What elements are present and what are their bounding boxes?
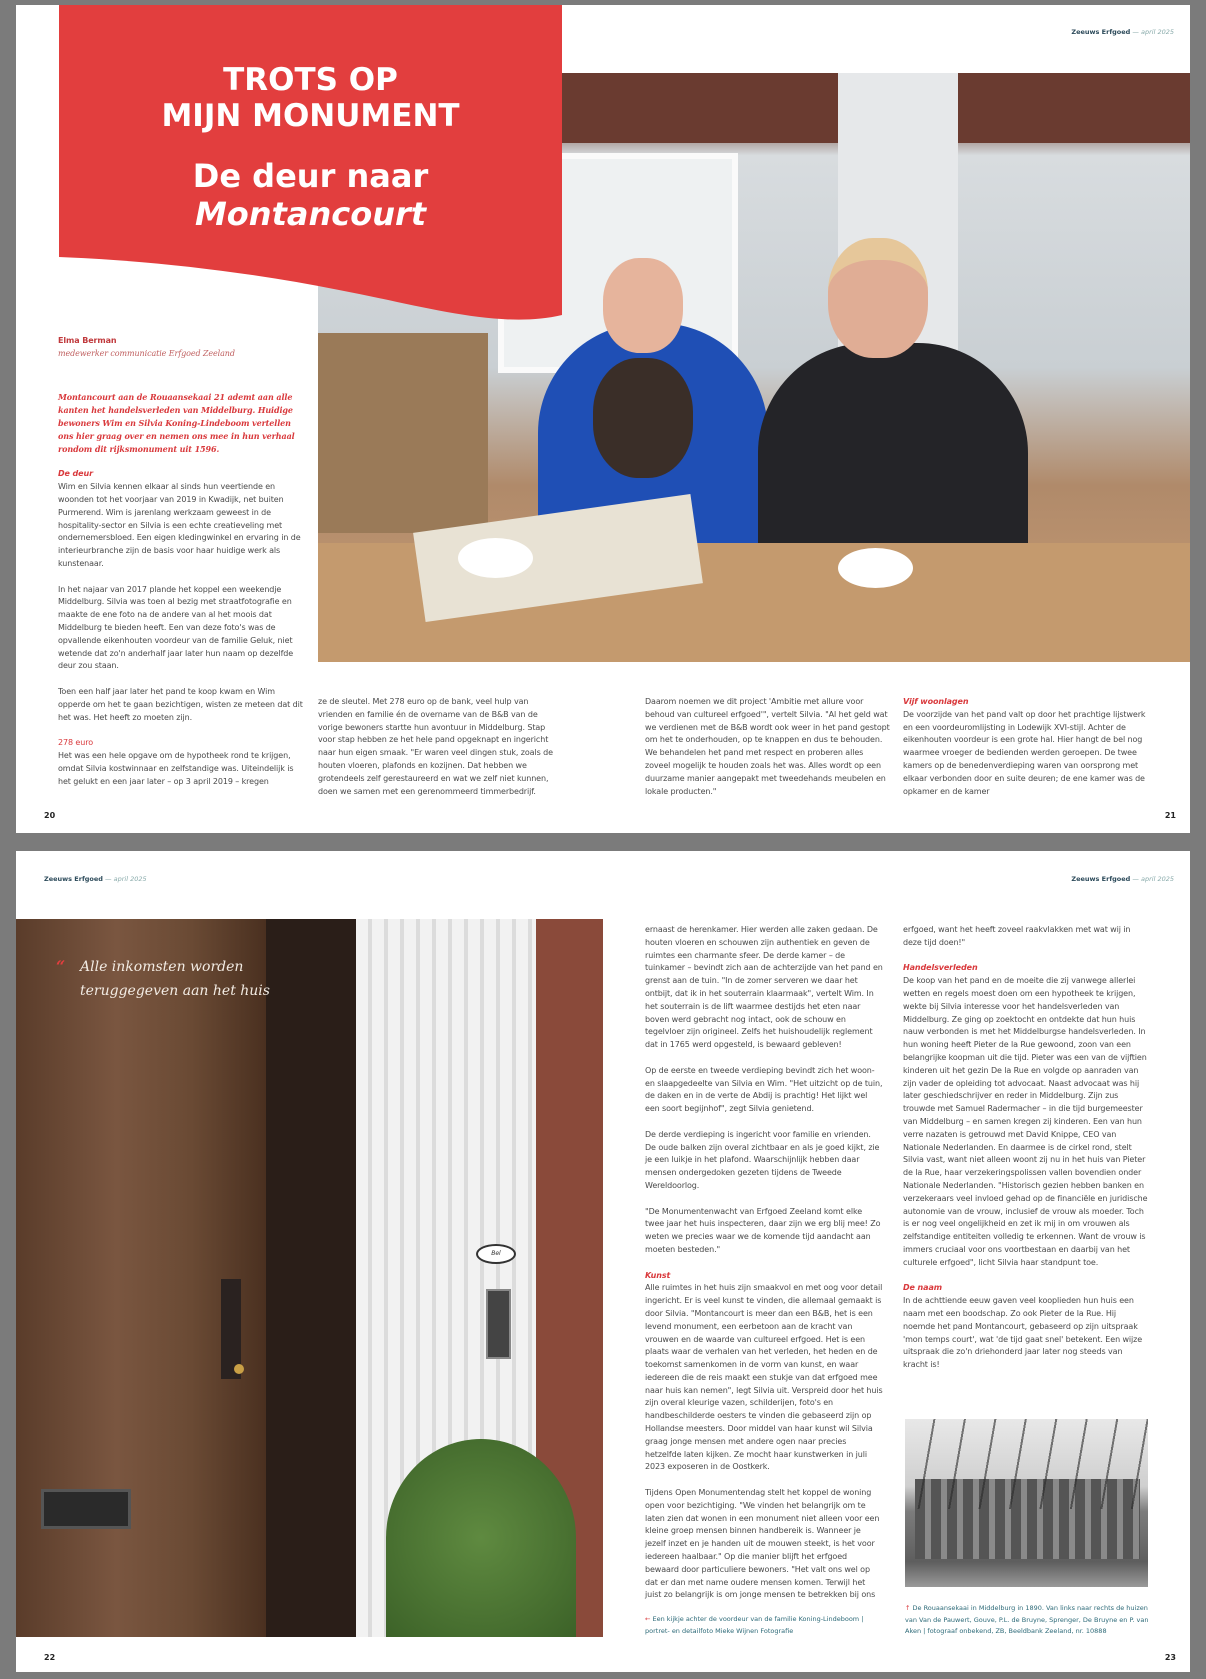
spread-pages-20-21: [16, 5, 1190, 833]
paragraph: De voorzijde van het pand valt op door het prachtige lijstwerk en een voordeuromlijsting in Lodewijk XVI-stijl. Achter de eikenhouten voordeur is een grote hal. Hier hangt de bel nog waarmee vroeger de bedienden werden geroepen. De twee kamers op de benedenverdieping waren van oorsprong met elkaar verbonden door en suite deuren; de ene kamer was de opkamer en de kamer: [903, 709, 1146, 796]
photo-caption: ← Een kijkje achter de voordeur van de familie Koning-Lindeboom | portret- en detailfoto Mieke Wijnen Fotografie: [645, 1615, 864, 1635]
article-kicker: TROTS OP MIJN MONUMENT: [161, 62, 460, 134]
article-title: De deur naar Montancourt: [192, 157, 429, 233]
paragraph: erfgoed, want het heeft zoveel raakvlakken met wat wij in deze tijd doen!": [903, 925, 1131, 947]
lead-paragraph: Montancourt aan de Rouaansekaai 21 ademt aan alle kanten het handelsverleden van Middelburg. Huidige bewoners Wim en Silvia Koning-Lindeboom vertellen ons hier graag over en nemen ons mee in hun verhaal rondom dit rijksmonument uit 1596.: [58, 391, 295, 454]
paragraph: ernaast de herenkamer. Hier werden alle zaken gedaan. De houten vloeren en schouwen zijn authentiek en geven de ruimtes een charmante sfeer. De derde kamer – de tuinkamer – bevindt zich aan de achterzijde van het pand en grenst aan de tuin. "In de zomer serveren we daar het ontbijt, dat ik in het souterrain klaarmaak", vertelt Wim. In het souterrain is de lift waarmee destijds het eten naar boven werd gebracht nog intact, ook de schouw en tegelvloer zijn origineel. Zelfs het huishoudelijk reglement dat in 1765 werd opgesteld, is bewaard gebleven!: [645, 925, 883, 1050]
column-1: [58, 335, 303, 801]
subheading-vijf-woonlagen: Vijf woonlagen: [903, 697, 969, 706]
paragraph: ze de sleutel. Met 278 euro op de bank, veel hulp van vrienden en familie én de overname van de B&B van de vorige bewoners startte hun avontuur in Middelburg. Stap voor stap hebben ze het hele pand opgeknapt en ingericht naar hun eigen smaak. "Er waren veel dingen stuk, zoals de houten vloeren, plafonds en kozijnen. Dat hebben we grotendeels zelf gerestaureerd en wat we zelf niet kunnen, doen we samen met een gerenommeerd timmerbedrijf.: [318, 697, 553, 796]
page-number: 23: [1164, 1653, 1176, 1662]
paragraph: Het was een hele opgave om de hypotheek rond te krijgen, omdat Silvia kostwinnaar en zelfstandige was. Uiteindelijk is het gelukt en een jaar later – op 3 april 2019 – kregen: [58, 750, 294, 786]
subheading-kunst: Kunst: [645, 1270, 671, 1280]
pull-quote: “ Alle inkomsten worden teruggegeven aan het huis: [56, 957, 270, 999]
issue-date: april 2025: [1140, 28, 1174, 36]
paragraph: Alle ruimtes in het huis zijn smaakvol en met oog voor detail ingericht. Er is veel kunst te vinden, die allemaal gemaakt is door Silvia. "Montancourt is meer dan een B&B, het is een levend monument, een eerbetoon aan de kracht van vrouwen en de waarde van cultureel erfgoed. Het is een plaats waar de verhalen van het verleden, het heden en de toekomst samenkomen in de vorm van kunst, en waar iedereen die de reis maakt een stukje van dat erfgoed mee naar huis kan nemen", legt Silvia uit. Verspreid door het huis zijn overal kleurige vazen, schilderijen, foto's en handbeschilderde oesters te vinden die gebaseerd zijn op Hollandse meesters. Door middel van haar kunst wil Silvia graag jonge mensen met andere ogen naar precies hetzelfde laten kijken. Ze mocht haar kunstwerken in juli 2023 exposeren in de Oostkerk.: [645, 1283, 883, 1472]
column-1: [645, 924, 883, 1615]
running-header: Zeeuws Erfgoed — april 2025: [1071, 28, 1174, 36]
author-role: medewerker communicatie Erfgoed Zeeland: [58, 348, 235, 358]
paragraph: In het najaar van 2017 plande het koppel een weekendje Middelburg. Silvia was toen al bezig met straatfotografie en maakte de ene foto na de andere van al het moois dat Middelburg te bieden heeft. Een van deze foto's was de opvallende eikenhouten voordeur van de familie Geluk, niet wetende dat zo'n anderhalf jaar later hun naam op dezelfde deur zou staan.: [58, 584, 294, 671]
column-4: [903, 696, 1148, 811]
running-header: Zeeuws Erfgoed — april 2025: [1071, 875, 1174, 883]
page-number: 20: [44, 811, 56, 820]
issue-date: april 2025: [1140, 875, 1174, 883]
spread-pages-22-23: [16, 851, 1190, 1672]
paragraph: Tijdens Open Monumentendag stelt het koppel de woning open voor bezichtiging. "We vinden het belangrijk om te laten zien dat wonen in een monument niet alleen voor een kleine groep mensen binnen handbereik is. Wanneer je jezelf inzet en je handen uit de mouwen steekt, is het voor iedereen haalbaar." Op die manier blijft het erfgoed bewaard door particuliere bewoners. "Het valt ons wel op dat er dan met name oudere mensen komen. Terwijl het juist zo belangrijk is om jonge mensen te betrekken bij ons: [645, 1488, 880, 1600]
subheading-278-euro: 278 euro: [58, 738, 94, 748]
door-bell-plate: Bel: [476, 1244, 516, 1264]
subheading-de-naam: De naam: [903, 1283, 942, 1293]
paragraph: Op de eerste en tweede verdieping bevindt zich het woon- en slaapgedeelte van Silvia en Wim. "Het uitzicht op de tuin, de daken en in de verte de Abdij is prachtig! Het lijkt wel een soort begijnhof", zegt Silvia genietend.: [645, 1065, 883, 1114]
author-name: Elma Berman: [58, 336, 117, 345]
subheading-handelsverleden: Handelsverleden: [903, 963, 978, 973]
paragraph: De derde verdieping is ingericht voor familie en vrienden. De oude balken zijn overal zichtbaar en als je goed kijkt, zie je een luikje in het plafond. Waarschijnlijk hebben daar mensen ondergedoken gezeten tijdens de Tweede Wereldoorlog.: [645, 1129, 880, 1190]
paragraph: In de achttiende eeuw gaven veel kooplieden hun huis een naam met een boodschap. Zo ook Pieter de la Rue. Hij noemde het pand Montancourt, gebaseerd op zijn uitspraak 'mon temps court', wat 'de tijd gaat snel' betekent. Een wijze uitspraak die zo'n driehonderd jaar later nog steeds van kracht is!: [903, 1296, 1143, 1370]
paragraph: Daarom noemen we dit project 'Ambitie met allure voor behoud van cultureel erfgoed'", vertelt Silvia. "Al het geld wat we verdienen met de B&B wordt ook weer in het pand gestopt om het te onderhouden, op te knappen en dus te behouden. We behandelen het pand met respect en proberen alles zoveel mogelijk te houden zoals het was. Alles wordt op een duurzame manier aangepakt met tweedehands meubelen en lokale producten.": [645, 697, 890, 796]
historic-photo-rouaansekaai: [905, 1419, 1148, 1587]
magazine-name: Zeeuws Erfgoed: [1071, 875, 1131, 883]
paragraph: Wim en Silvia kennen elkaar al sinds hun veertiende en woonden tot het voorjaar van 2019 in Kwadijk, net buiten Purmerend. Wim is jarenlang werkzaam geweest in de hospitality-sector en Silvia is een echte creatieveling met ondernemersbloed. Een eigen kledingwinkel en ervaring in de interieurbranche zijn de basis voor haar huidige werk als kunstenaar.: [58, 482, 301, 568]
magazine-name: Zeeuws Erfgoed: [44, 875, 103, 883]
subheading-de-deur: De deur: [58, 469, 93, 479]
quote-mark-icon: “: [56, 957, 66, 976]
front-door-photo: [16, 919, 603, 1637]
arrow-left-icon: ←: [645, 1615, 653, 1623]
running-header: Zeeuws Erfgoed — april 2025: [44, 875, 147, 883]
arrow-up-icon: ↑: [905, 1604, 913, 1612]
paragraph: De koop van het pand en de moeite die zij vanwege allerlei wetten en regels moest doen om een hypotheek te krijgen, wekte bij Silvia interesse voor het handelsverleden van Middelburg. Ze ging op zoektocht en ontdekte dat hun huis nauw verbonden is met het Middelburgse handelsverleden. In hun woning heeft Pieter de la Rue gewoond, zoon van een belangrijke koopman uit die tijd. Pieter was een van de vijftien kinderen uit het gezin De la Rue en volgde op aanraden van zijn vader de opleiding tot advocaat. Naast advocaat was hij later geschiedschrijver en reder in Middelburg. Zijn zus trouwde met Samuel Radermacher – in die tijd burgemeester van Middelburg – en samen kregen zij kinderen. Een van hun verre nazaten is getrouwd met David Knippe, CEO van Nationale Nederlanden. En daarmee is de cirkel rond, stelt Silvia vast, want niet alleen woont zij nu in het huis van Pieter de la Rue, haar verzekeringspolissen vallen bovendien onder Nationale Nederlanden. "Historisch gezien hebben banken en verzekeraars veel invloed gehad op de financiële en juridische autonomie van de vrouw, inclusief de vrouw als moeder. Toch is er nog veel ongelijkheid en zet ik mij in om vrouwen als zelfstandige entiteiten volledig te erkennen. Want de vrouw is immers cruciaal voor ons voortbestaan en daarbij van het culturele erfgoed", licht Silvia haar standpunt toe.: [903, 976, 1148, 1267]
paragraph: Toen een half jaar later het pand te koop kwam en Wim opperde om het te gaan bezichtigen, wisten ze meteen dat dit het was. Het heeft zo moeten zijn.: [58, 686, 303, 722]
page-number: 22: [44, 1653, 56, 1662]
magazine-name: Zeeuws Erfgoed: [1071, 28, 1131, 36]
column-3: [645, 696, 890, 811]
page-number: 21: [1164, 811, 1176, 820]
issue-date: april 2025: [113, 875, 147, 883]
column-2: [318, 696, 563, 811]
paragraph: "De Monumentenwacht van Erfgoed Zeeland komt elke twee jaar het huis inspecteren, daar zijn we erg blij mee! Zo weten we precies waar we de komende tijd aandacht aan moeten besteden.": [645, 1206, 881, 1254]
column-2: [903, 924, 1148, 1385]
photo-caption: ↑ De Rouaansekaai in Middelburg in 1890. Van links naar rechts de huizen van Van de Pauwert, Gouve, P.L. de Bruyne, Sprenger, De Bruyne en P. van Aken | fotograaf onbekend, ZB, Beeldbank Zeeland, nr. 10888: [905, 1604, 1149, 1635]
